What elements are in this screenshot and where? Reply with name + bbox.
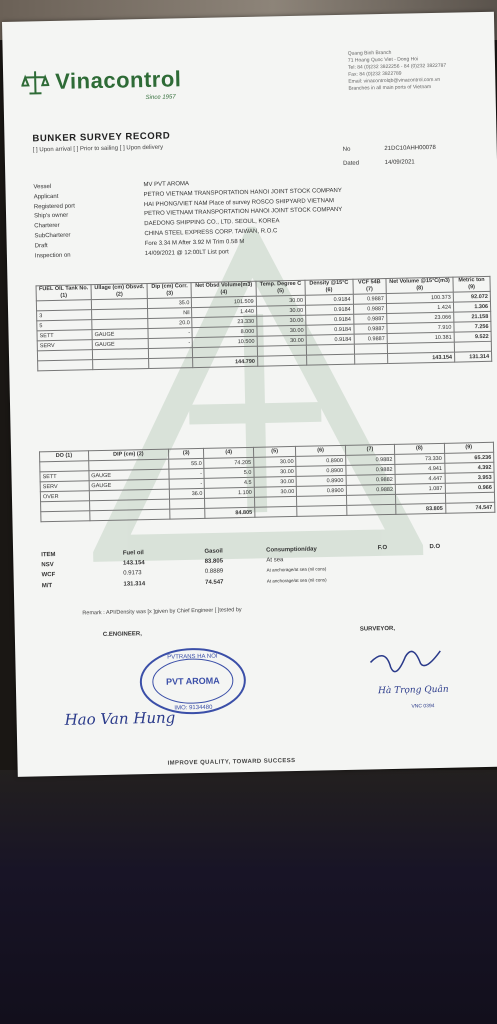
table-cell: 100.373 (386, 292, 453, 303)
table-cell: SERV (37, 340, 92, 351)
info-label: Inspection on (34, 252, 71, 259)
summary-consumption-header: Consumption/day (266, 546, 317, 554)
record-date (343, 159, 415, 167)
table-cell: 7.256 (454, 321, 491, 332)
table-cell: 0.9882 (346, 474, 396, 485)
no-label: No (342, 146, 351, 153)
table-cell: SERV (40, 481, 89, 492)
total-metric-ton: 74.547 (445, 502, 495, 513)
table-cell: 0.9184 (306, 314, 354, 325)
table-cell: 74.205 (204, 457, 254, 468)
table-cell: SETT (40, 471, 89, 482)
table-cell: 20.0 (148, 318, 192, 329)
no-value: 21DC10AHH00078 (384, 144, 436, 153)
table-cell: 0.9887 (353, 324, 387, 335)
info-label: Applicant (33, 193, 59, 201)
table-cell: 30.00 (254, 456, 297, 467)
table-cell: 0.9184 (306, 304, 354, 315)
table-cell: Nil (148, 308, 192, 319)
table-cell: 0.8900 (297, 485, 347, 496)
table-cell: - (149, 338, 193, 349)
table-cell: 0.9882 (346, 484, 396, 495)
stamp-top-text: PVTRANS HA NOI (167, 653, 218, 661)
summary-do-header: D.O (429, 543, 441, 551)
table-cell: 10.381 (387, 332, 454, 343)
info-value: CHINA STEEL EXPRESS CORP. TAIWAN, R.O.C (144, 228, 278, 238)
table-cell: - (169, 468, 205, 479)
column-header: Temp. Degree C (5) (256, 280, 306, 296)
table-cell: 30.00 (254, 486, 297, 497)
total-metric-ton: 131.314 (454, 351, 491, 362)
summary-fuel: 131.314 (123, 580, 146, 588)
survey-type-checkboxes: [ ] Upon arrival [ ] Prior to sailing [ ] Upon delivery (32, 144, 164, 154)
info-label: Draft (34, 242, 48, 250)
summary-gasoil: 74.547 (205, 578, 224, 586)
table-cell: 73.330 (395, 453, 445, 464)
column-header: (8) (395, 443, 445, 454)
table-cell: 30.00 (256, 295, 305, 306)
company-logo (21, 66, 182, 95)
surveyor-signature-icon (365, 641, 446, 683)
table-cell: 0.966 (445, 482, 495, 493)
table-cell: 8.000 (192, 326, 257, 337)
column-header: (5) (253, 446, 296, 457)
column-header: (7) (345, 444, 395, 455)
summary-consumption: At anchorage/at sea (nil cons) (266, 576, 327, 584)
summary-item: NSV (41, 561, 54, 568)
info-value: 14/09/2021 @ 12:00LT List port (144, 248, 229, 257)
table-cell: GAUGE (89, 479, 169, 491)
contact-line: Branches in all main ports of Vietnam (348, 84, 432, 92)
column-header: DIP (cm) (2) (88, 449, 168, 461)
info-value: Fore 3.34 M After 3.92 M Trim 0.58 M (144, 238, 245, 247)
info-label: SubCharterer (34, 232, 71, 240)
contact-line: Tel: 84 (0)232 3822256 - 84 (0)232 3822787 (347, 62, 447, 71)
table-cell: 35.0 (148, 298, 192, 309)
record-number (343, 145, 436, 153)
column-header: Ullage (cm) Obsvd. (2) (91, 284, 148, 300)
fuel-oil-table (36, 276, 493, 372)
remark-text: Remark : API/Density was [x ]given by Chief Engineer [ ]tested by (82, 607, 242, 617)
background-fabric (0, 770, 497, 1024)
table-cell: 7.910 (387, 322, 454, 333)
stamp-imo-text: IMO: 9134480 (174, 704, 213, 712)
total-volume: 144.790 (193, 356, 258, 367)
c-engineer-label: C.ENGINEER, (102, 631, 142, 639)
summary-gasoil: 0.8889 (204, 568, 224, 575)
table-cell: 4.392 (444, 462, 494, 473)
summary-fuel-header: Fuel oil (122, 550, 144, 557)
stamp-vessel-text: PVT AROMA (165, 675, 220, 687)
table-cell: 0.9184 (306, 324, 354, 335)
table-cell: 9.522 (454, 331, 491, 342)
column-header: (9) (444, 442, 494, 453)
info-label: Charterer (34, 223, 60, 230)
table-cell: 1.424 (386, 302, 453, 313)
column-header: DO (1) (40, 451, 89, 462)
table-cell: 36.0 (169, 488, 205, 499)
contact-line: Quang Binh Branch (347, 49, 392, 57)
table-cell: 0.9184 (306, 334, 354, 345)
summary-item: WCF (41, 572, 56, 579)
summary-fuel: 143.154 (122, 559, 145, 567)
summary-consumption: At sea (266, 556, 284, 564)
total-net-volume: 83.805 (396, 503, 446, 514)
table-cell: 23.330 (192, 316, 257, 327)
surveyor-id: VNC 0394 (411, 703, 435, 710)
company-name: Vinacontrol (54, 66, 182, 94)
table-cell: 4.447 (395, 473, 445, 484)
table-cell: 1.087 (395, 483, 445, 494)
since-text: Since 1957 (145, 94, 176, 102)
dated-value: 14/09/2021 (384, 159, 415, 167)
table-cell: - (148, 328, 192, 339)
info-value: MV PVT AROMA (143, 181, 190, 189)
table-cell: 55.0 (169, 458, 205, 469)
table-cell: 65.236 (444, 452, 494, 463)
column-header: Net Obsd Volume(m3) (4) (191, 281, 256, 297)
surveyor-label: SURVEYOR, (359, 625, 396, 633)
table-cell: 3.953 (445, 472, 495, 483)
table-cell: 30.00 (254, 476, 297, 487)
column-header: VCF 54B (7) (353, 279, 387, 295)
table-cell: 30.00 (257, 335, 306, 346)
column-header: (3) (168, 448, 204, 459)
summary-item-header: ITEM (41, 551, 56, 559)
footer-slogan: IMPROVE QUALITY, TOWARD SUCCESS (167, 758, 296, 767)
table-cell: 30.00 (254, 466, 297, 477)
diesel-oil-table (39, 442, 495, 523)
table-cell: 0.9887 (353, 314, 387, 325)
summary-fo-header: F.O (377, 545, 388, 552)
info-value: DAEDONG SHIPPING CO., LTD. SEOUL, KOREA (144, 218, 280, 228)
table-cell: 0.8900 (296, 465, 346, 476)
dated-label: Dated (342, 160, 360, 167)
table-cell: 92.072 (453, 291, 490, 302)
scales-icon (21, 69, 50, 96)
table-cell: 0.9887 (353, 294, 387, 305)
info-value: PETRO VIETNAM TRANSPORTATION HANOI JOINT STOCK COMPANY (143, 187, 342, 198)
table-cell: 23.066 (387, 312, 454, 323)
summary-gasoil-header: Gasoil (204, 548, 223, 555)
table-cell: 3 (37, 310, 92, 321)
contact-block (348, 48, 489, 93)
summary-fuel: 0.9173 (123, 570, 142, 577)
summary-gasoil: 83.805 (204, 557, 224, 565)
column-header: Net Volume @15°C(m3) (8) (386, 277, 453, 293)
table-cell: 4.5 (205, 477, 255, 488)
vessel-info (33, 177, 343, 262)
table-cell: 1.100 (205, 487, 255, 498)
column-header: Dip (cm) Corr. (3) (147, 283, 191, 299)
info-label: Vessel (33, 184, 52, 191)
info-value: HAI PHONG/VIET NAM Place of survey ROSCO SHIPYARD VIETNAM (143, 197, 335, 208)
table-cell: 0.9882 (345, 454, 395, 465)
summary-consumption: At anchorage/at sea (nil cons) (266, 566, 327, 573)
table-cell: 4.941 (395, 463, 445, 474)
table-cell: 0.9882 (346, 464, 396, 475)
table-cell: GAUGE (92, 338, 149, 349)
ship-stamp (137, 645, 248, 717)
summary-block (41, 543, 441, 591)
table-cell: 1.440 (192, 306, 257, 317)
table-cell: 0.9184 (305, 294, 353, 305)
table-cell: GAUGE (92, 329, 149, 340)
table-cell: 0.9887 (353, 304, 387, 315)
table-cell: 0.8900 (296, 475, 346, 486)
info-value: PETRO VIETNAM TRANSPORTATION HANOI JOINT STOCK COMPANY (143, 207, 343, 218)
contact-line: Fax: 84 (0)232 3822789 (348, 70, 402, 78)
engineer-signature: Hao Van Hung (64, 708, 176, 729)
total-volume: 84.805 (205, 507, 255, 518)
column-header: FUEL OIL Tank No. (1) (36, 285, 91, 301)
table-cell: 0.8900 (296, 455, 346, 466)
info-label: Registered port (33, 203, 75, 210)
column-header: Metric ton (9) (453, 276, 490, 292)
contact-line: 71 Hoang Quoc Viet - Dong Hoi (347, 56, 419, 64)
surveyor-name: Hà Trọng Quân (377, 684, 449, 697)
table-cell: OVER (40, 491, 89, 502)
table-cell: 30.00 (256, 305, 305, 316)
column-header: (6) (296, 445, 346, 456)
table-cell: SETT (37, 330, 92, 341)
table-cell: 30.00 (257, 315, 306, 326)
table-cell: - (169, 478, 205, 489)
column-header: (4) (204, 447, 254, 458)
total-net-volume: 143.154 (388, 352, 455, 363)
table-cell: 10.500 (193, 336, 258, 347)
table-cell: 0.9887 (354, 334, 388, 345)
table-cell: 21.158 (454, 311, 491, 322)
table-cell: GAUGE (89, 469, 169, 481)
table-cell: 101.509 (192, 296, 257, 307)
document-title: BUNKER SURVEY RECORD (32, 130, 171, 145)
document-sheet (2, 12, 497, 777)
column-header: Density @15°C (6) (305, 279, 353, 295)
table-cell: 5 (37, 320, 92, 331)
summary-item: M/T (41, 582, 53, 589)
info-label: Ship's owner (34, 213, 69, 220)
contact-line: Email: vinacontrolqb@vinacontrol.com.vn (348, 76, 441, 85)
table-cell: 1.306 (453, 301, 490, 312)
table-cell: 30.00 (257, 325, 306, 336)
table-cell: 5.0 (204, 467, 254, 478)
